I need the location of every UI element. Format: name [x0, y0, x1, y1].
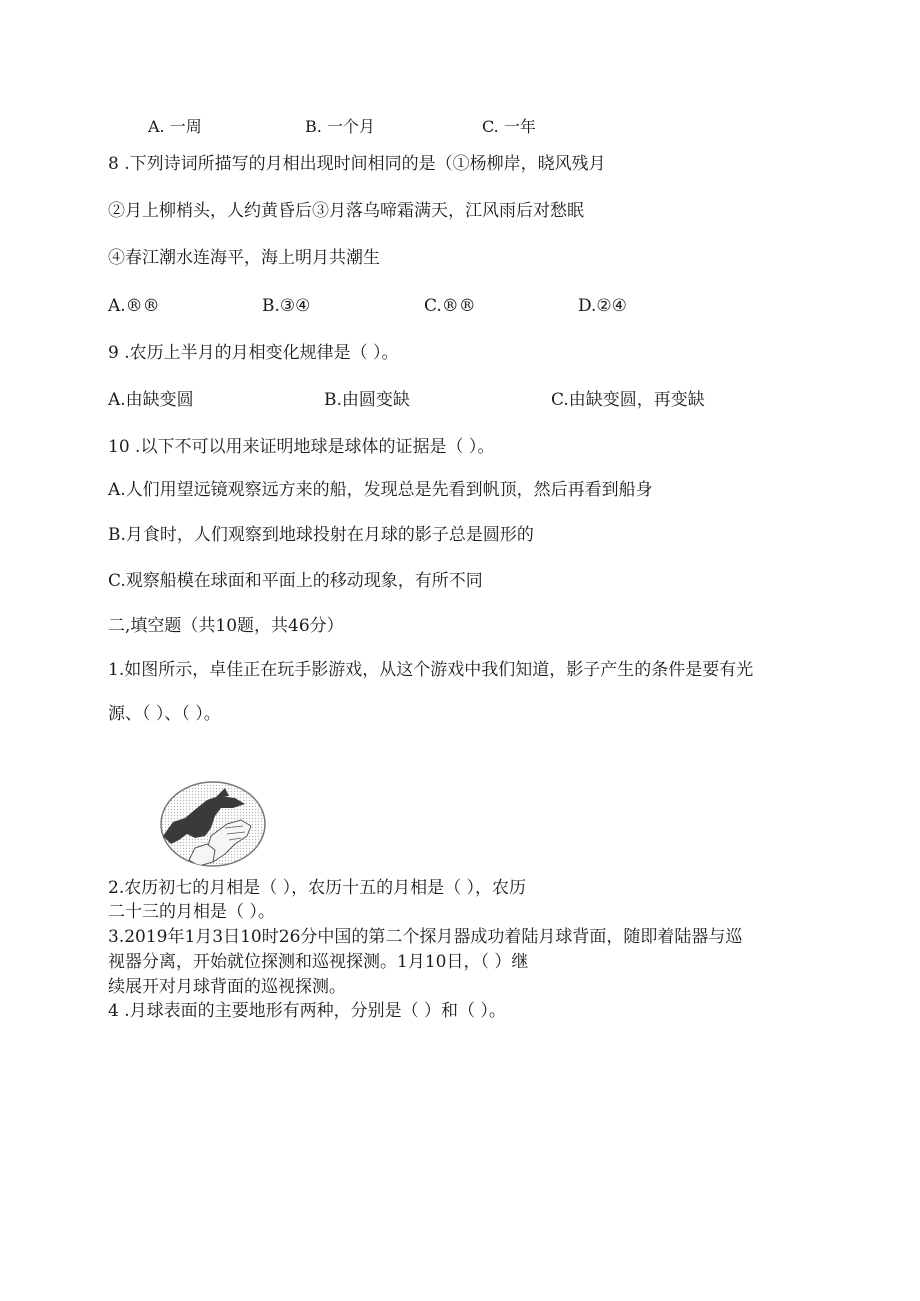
section-heading: 二,填空题（共10题，共46分）: [108, 616, 344, 636]
q9-stem: 9 .农历上半月的月相变化规律是（ ）。: [108, 343, 399, 363]
fill3-line3: 续展开对月球背面的巡视探测。: [108, 977, 346, 997]
fill3-line2: 视器分离，开始就位探测和巡视探测。1月10日，（ ）继: [108, 952, 529, 972]
q8-stem-line1: 8 .下列诗词所描写的月相出现时间相同的是（①杨柳岸，晓风残月: [108, 154, 606, 174]
fill2-line2: 二十三的月相是（ ）。: [108, 902, 275, 922]
q10-option-a: A.人们用望远镜观察远方来的船，发现总是先看到帆顶，然后再看到船身: [108, 480, 653, 500]
hand-shadow-illustration: [155, 778, 267, 872]
q8-stem-line2: ②月上柳梢头，人约黄昏后③月落乌啼霜满天，江风雨后对愁眠: [108, 201, 584, 221]
q7-option-a: A. 一周: [148, 117, 202, 136]
q9-option-a: A.由缺变圆: [108, 390, 194, 410]
hand-shadow-image: [155, 778, 267, 872]
q7-option-b: B. 一个月: [305, 117, 375, 136]
q9-option-c: C.由缺变圆，再变缺: [551, 390, 705, 410]
q8-option-d: D.②④: [578, 296, 627, 316]
q8-option-c: C.®®: [424, 296, 476, 316]
q8-option-a: A.®®: [108, 296, 160, 316]
q8-stem-line3: ④春江潮水连海平，海上明月共潮生: [108, 248, 380, 268]
q9-option-b: B.由圆变缺: [324, 390, 410, 410]
fill1-line2: 源、（ ）、（ ）。: [108, 704, 221, 724]
q10-stem: 10 .以下不可以用来证明地球是球体的证据是（ ）。: [108, 437, 495, 457]
q8-option-b: B.③④: [262, 296, 311, 316]
fill4-line1: 4 .月球表面的主要地形有两种，分别是（ ）和（ ）。: [108, 1001, 506, 1021]
fill2-line1: 2.农历初七的月相是（ ），农历十五的月相是（ ），农历: [108, 878, 527, 898]
q10-option-c: C.观察船模在球面和平面上的移动现象，有所不同: [108, 571, 483, 591]
q10-option-b: B.月食时，人们观察到地球投射在月球的影子总是圆形的: [108, 525, 534, 545]
fill1-line1: 1.如图所示，卓佳正在玩手影游戏，从这个游戏中我们知道，影子产生的条件是要有光: [108, 660, 754, 680]
q7-option-c: C. 一年: [482, 117, 536, 136]
fill3-line1: 3.2019年1月3日10时26分中国的第二个探月器成功着陆月球背面，随即着陆器与巡: [108, 927, 743, 947]
